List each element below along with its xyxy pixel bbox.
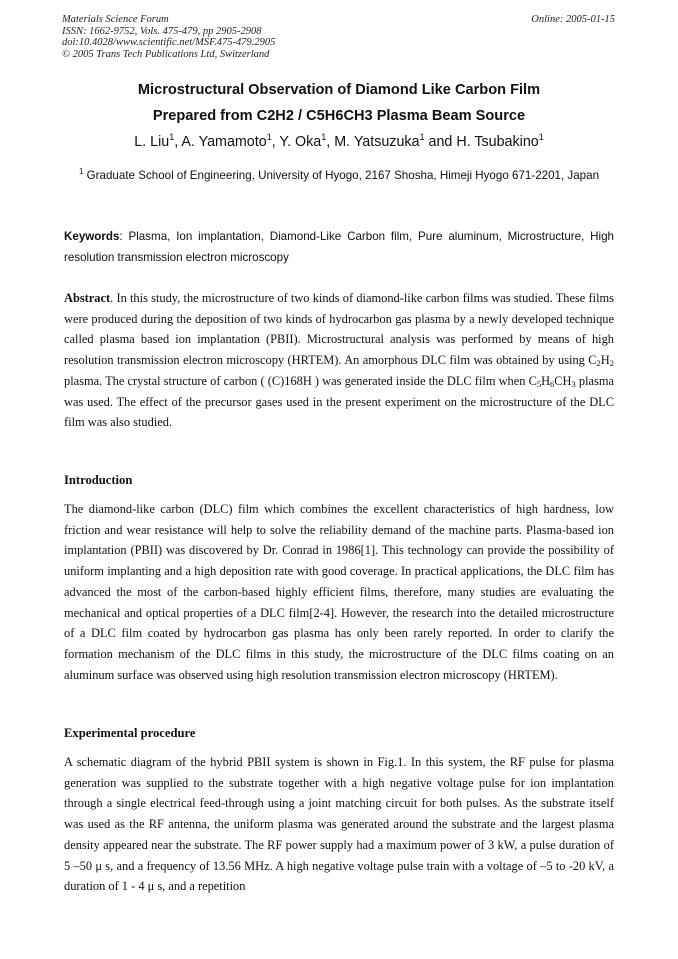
introduction-heading: Introduction: [64, 473, 133, 487]
author-affiliation-mark: 1: [266, 132, 272, 142]
subscript: 6: [550, 378, 555, 389]
copyright-line: © 2005 Trans Tech Publications Ltd, Switzerland: [62, 48, 270, 60]
abstract-label: Abstract: [64, 291, 111, 305]
affiliation-mark: 1: [78, 167, 84, 176]
publication-info: [62, 14, 275, 60]
author-separator: ,: [326, 134, 335, 150]
abstract-text: plasma. The crystal structure of carbon ( (C)168H ) was generated inside the DLC film when C: [64, 373, 537, 388]
keywords-label: Keywords: [64, 230, 120, 243]
journal-name: Materials Science Forum: [62, 14, 169, 25]
subscript: 5: [536, 378, 542, 389]
experimental-heading: Experimental procedure: [64, 726, 196, 740]
doi-line: doi:10.4028/www.scientific.net/MSF.475-479.2905: [62, 37, 276, 48]
issn-line: ISSN: 1662-9752, Vols. 475-479, pp 2905-2908: [62, 25, 262, 37]
author-affiliation-mark: 1: [419, 132, 425, 142]
author: H. Tsubakino: [456, 134, 539, 150]
author: M. Yatsuzuka: [334, 134, 420, 150]
subscript: 3: [571, 378, 576, 389]
affiliation-text: Graduate School of Engineering, University of Hyogo, 2167 Shosha, Himeji Hyogo 671-2201, Japan: [86, 169, 600, 182]
author-affiliation-mark: 1: [169, 132, 175, 142]
abstract-text: H: [600, 353, 610, 368]
abstract-text: . In this study, the microstructure of two kinds of diamond-like carbon films was studied. These films were produced during the deposition of two kinds of hydrocarbon gas plasma by a newly developed technique called plasma based ion implantation (PBII). Microstructural analysis was performed by means of high resolution transmission electron microscopy (HRTEM). An amorphous DLC film was obtained by using C: [64, 291, 614, 368]
author-affiliation-mark: 1: [321, 132, 327, 142]
subscript: 2: [596, 358, 601, 369]
affiliation: [62, 166, 616, 186]
introduction-text: The diamond-like carbon (DLC) film which combines the excellent characteristics of high hardness, low friction and wear resistance will help to solve the reliability demand of the machine parts. Plasma-based ion implantation (PBII) was discovered by Dr. Conrad in 1986[1]. This technology can provide the possibility of uniform implanting and a high deposition rate with good coverage. In practical applications, the DLC film has advanced the most of the carbon-based highly efficient films, therefore, many studies are evaluating the mechanical and optical properties of a DLC film[2-4]. However, the research into the detailed microstructure of a DLC film coated by hydrocarbon gas plasma has only been rarely reported. In order to clarify the formation mechanism of the DLC films in this study, the microstructure of the DLC films coating on an aluminum surface was observed using high resolution transmission electron microscopy (HRTEM).: [64, 502, 614, 682]
abstract-text: H: [541, 373, 551, 388]
keywords-block: [64, 227, 614, 268]
paper-title-line-1: Microstructural Observation of Diamond Like Carbon Film: [137, 82, 541, 98]
author-separator: ,: [174, 134, 182, 150]
author: L. Liu: [134, 134, 170, 150]
keywords-text: : Plasma, Ion implantation, Diamond-Like Carbon film, Pure aluminum, Microstructure, High resolution transmission electron microscopy: [64, 230, 614, 264]
subscript: 2: [609, 358, 614, 369]
author: A. Yamamoto: [181, 134, 267, 150]
author-separator: ,: [271, 134, 280, 150]
experimental-text: A schematic diagram of the hybrid PBII system is shown in Fig.1. In this system, the RF pulse for plasma generation was supplied to the substrate together with a high negative voltage pulse for ion implantation through a single electrical feed-through using a joint matching circuit for both pulses. As the substrate itself was used as the RF antenna, the uniform plasma was generated around the substrate and the largest plasma density appeared near the substrate. The RF power supply had a maximum power of 3 kW, a pulse duration of 5 –50 μ s, and a frequency of 13.56 MHz. A high negative voltage pulse train with a voltage of –5 to -20 kV, a duration of 1 - 4 μ s, and a repetition: [64, 755, 614, 894]
author: Y. Oka: [279, 134, 322, 150]
author-separator: and: [424, 134, 457, 150]
paper-title-line-2: Prepared from C2H2 / C5H6CH3 Plasma Beam Source: [152, 108, 526, 124]
author-list: [40, 134, 638, 150]
abstract-text: CH: [554, 373, 572, 388]
author-affiliation-mark: 1: [538, 132, 544, 142]
abstract-block: [64, 288, 614, 433]
online-date: Online: 2005-01-15: [531, 14, 615, 25]
abstract-text: plasma was used. The effect of the precursor gases used in the present experiment on the microstructure of the DLC film was also studied.: [64, 373, 614, 430]
